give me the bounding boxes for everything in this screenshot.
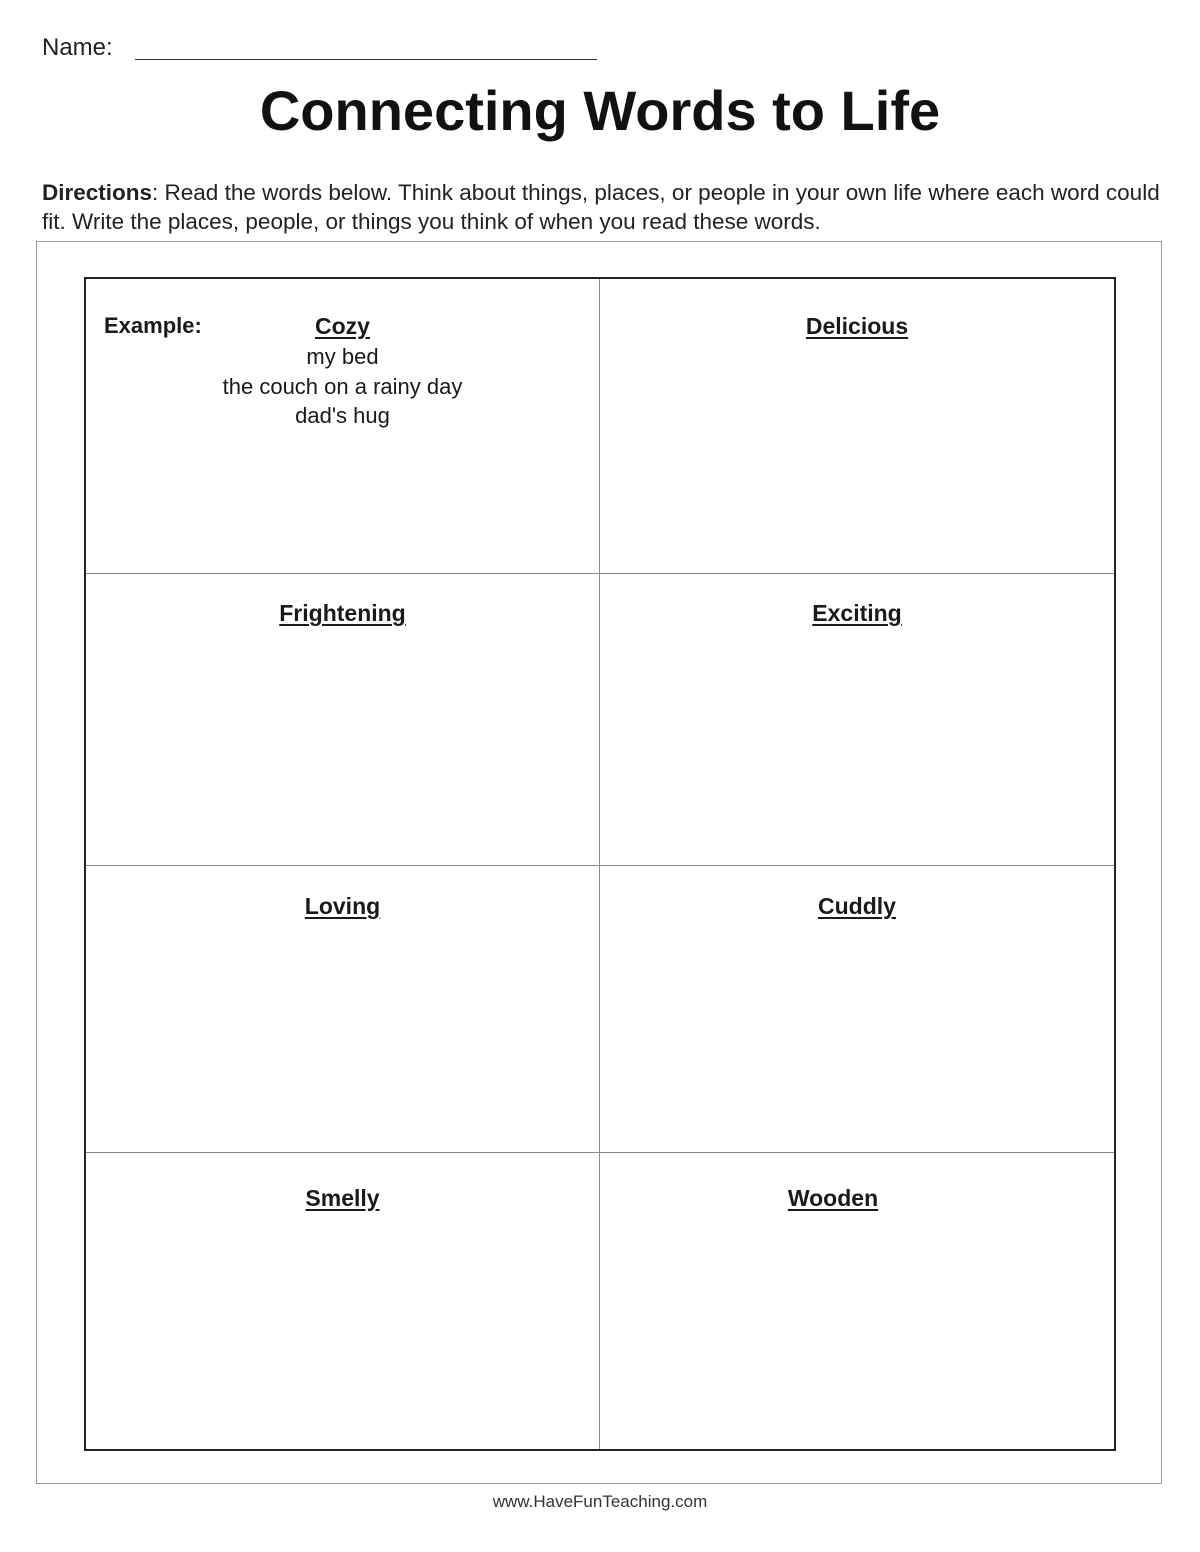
word-grid — [84, 277, 1116, 1451]
word-label: Smelly — [305, 1185, 380, 1211]
example-label: Example: — [104, 313, 202, 338]
directions — [42, 178, 1162, 236]
word-label: Wooden — [787, 1185, 879, 1211]
word-cell-delicious[interactable] — [600, 279, 1114, 574]
name-row — [42, 34, 597, 62]
word-cell-loving[interactable] — [86, 866, 600, 1153]
word-label: Delicious — [805, 313, 909, 339]
example-answer: the couch on a rainy day — [222, 373, 463, 399]
word-label: Loving — [304, 893, 381, 919]
directions-text: : Read the words below. Think about things, places, or people in your own life where each word could fit. Write the places, people, or things you think of when you read these words. — [42, 180, 1160, 234]
word-cell-wooden[interactable] — [600, 1153, 1114, 1449]
page-title: Connecting Words to Life — [259, 79, 941, 142]
word-cell-exciting[interactable] — [600, 574, 1114, 866]
footer-url: www.HaveFunTeaching.com — [492, 1492, 708, 1511]
example-word: Cozy — [315, 313, 370, 339]
name-label: Name: — [42, 34, 113, 61]
directions-label: Directions — [42, 180, 153, 205]
word-cell-smelly[interactable] — [86, 1153, 600, 1449]
word-label: Exciting — [812, 600, 902, 626]
word-label: Cuddly — [818, 893, 896, 919]
name-field-line[interactable] — [135, 59, 597, 60]
word-cell-cuddly[interactable] — [600, 866, 1114, 1153]
word-label: Frightening — [279, 600, 406, 626]
word-cell-frightening[interactable] — [86, 574, 600, 866]
example-cell — [86, 279, 600, 574]
example-answers — [86, 342, 599, 431]
example-answer: dad's hug — [295, 403, 390, 428]
example-answer: my bed — [306, 344, 379, 369]
